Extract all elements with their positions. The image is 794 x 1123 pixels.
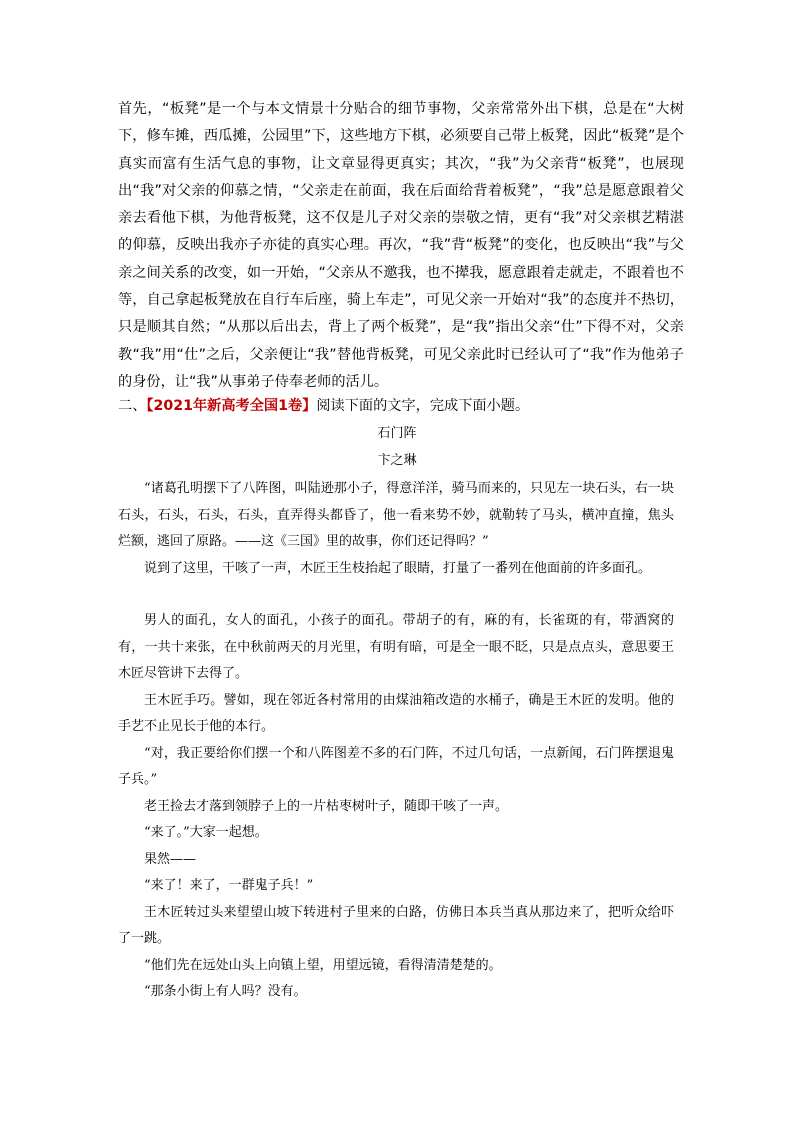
question-instruction: 阅读下面的文字，完成下面小题。 [316,398,530,414]
story-paragraph: 男人的面孔，女人的面孔，小孩子的面孔。带胡子的有，麻的有，长雀斑的有，带酒窝的有，一共十来张，在中秋前两天的月光里，有明有暗，可是全一眼不眨，只是点点头，意思要王木匠尽管讲下去得了。 [118,613,674,681]
story-paragraph: “诸葛孔明摆下了八阵图，叫陆逊那小子，得意洋洋，骑马而来的，只见左一块石头，右一块石头，石头，石头，石头，直弄得头都昏了，他一看来势不妙，就勒转了马头，横冲直撞，焦头烂额，逃回了原路。——这《三国》里的故事，你们还记得吗？” [118,481,674,549]
story-paragraph: “对，我正要给你们摆一个和八阵图差不多的石门阵，不过几句话，一点新闻，石门阵摆退鬼子兵。” [118,745,674,787]
story-paragraph: “他们先在远处山头上向镇上望，用望远镜，看得清清楚楚的。 [144,957,502,973]
story-paragraph: “来了。”大家一起想。 [144,825,268,840]
exam-source-tag: 【2021年新高考全国1卷】 [146,398,317,414]
story-paragraph: “来了！来了，一群鬼子兵！” [144,878,314,893]
question-number: 二、 [118,398,147,414]
story-author: 卞之琳 [377,453,417,468]
story-paragraph: 果然—— [144,851,197,867]
story-paragraph: 王木匠手巧。譬如，现在邻近各村常用的由煤油箱改造的水桶子，确是王木匠的发明。他的手艺不止见长于他的本行。 [118,692,674,734]
story-body [118,476,674,1006]
analysis-paragraph: 首先，“板凳”是一个与本文情景十分贴合的细节事物，父亲常常外出下棋，总是在“大树下，修车摊，西瓜摊，公园里”下，这些地方下棋，必须要自己带上板凳，因此“板凳”是个真实而富有生活气息的事物，让文章显得更真实；其次，“我”为父亲背“板凳”，也展现出“我”对父亲的仰慕之情，“父亲走在前面，我在后面给背着板凳”，“我”总是愿意跟着父亲去看他下棋，为他背板凳，这不仅是儿子对父亲的崇敬之情，更有“我”对父亲棋艺精湛的仰慕，反映出我亦子亦徒的真实心理。再次，“我”背“板凳”的变化，也反映出“我”与父亲之间关系的改变，如一开始，“父亲从不邀我，也不撵我，愿意跟着走就走，不跟着也不等，自己拿起板凳放在自行车后座，骑上车走”，可见父亲一开始对“我”的态度并不热切，只是顺其自然；“从那以后出去，背上了两个板凳”，是“我”指出父亲“仕”下得不对，父亲教“我”用“仕”之后，父亲便让“我”替他背板凳，可见父亲此时已经认可了“我”作为他弟子的身份，让“我”从事弟子侍奉老师的活儿。 [118,101,684,390]
story-paragraph: “那条小街上有人吗？没有。 [144,984,307,999]
story-title: 石门阵 [377,426,417,441]
story-paragraph: 说到了这里，干咳了一声，木匠王生枝抬起了眼睛，打量了一番列在他面前的许多面孔。 [144,560,652,576]
story-paragraph: 老王捡去才落到领脖子上的一片枯枣树叶子，随即干咳了一声。 [144,798,509,814]
question-header [118,394,698,418]
story-paragraph: 王木匠转过头来望望山坡下转进村子里来的白路，仿佛日本兵当真从那边来了，把听众给吓了一跳。 [118,904,674,946]
analysis-section [118,96,684,396]
